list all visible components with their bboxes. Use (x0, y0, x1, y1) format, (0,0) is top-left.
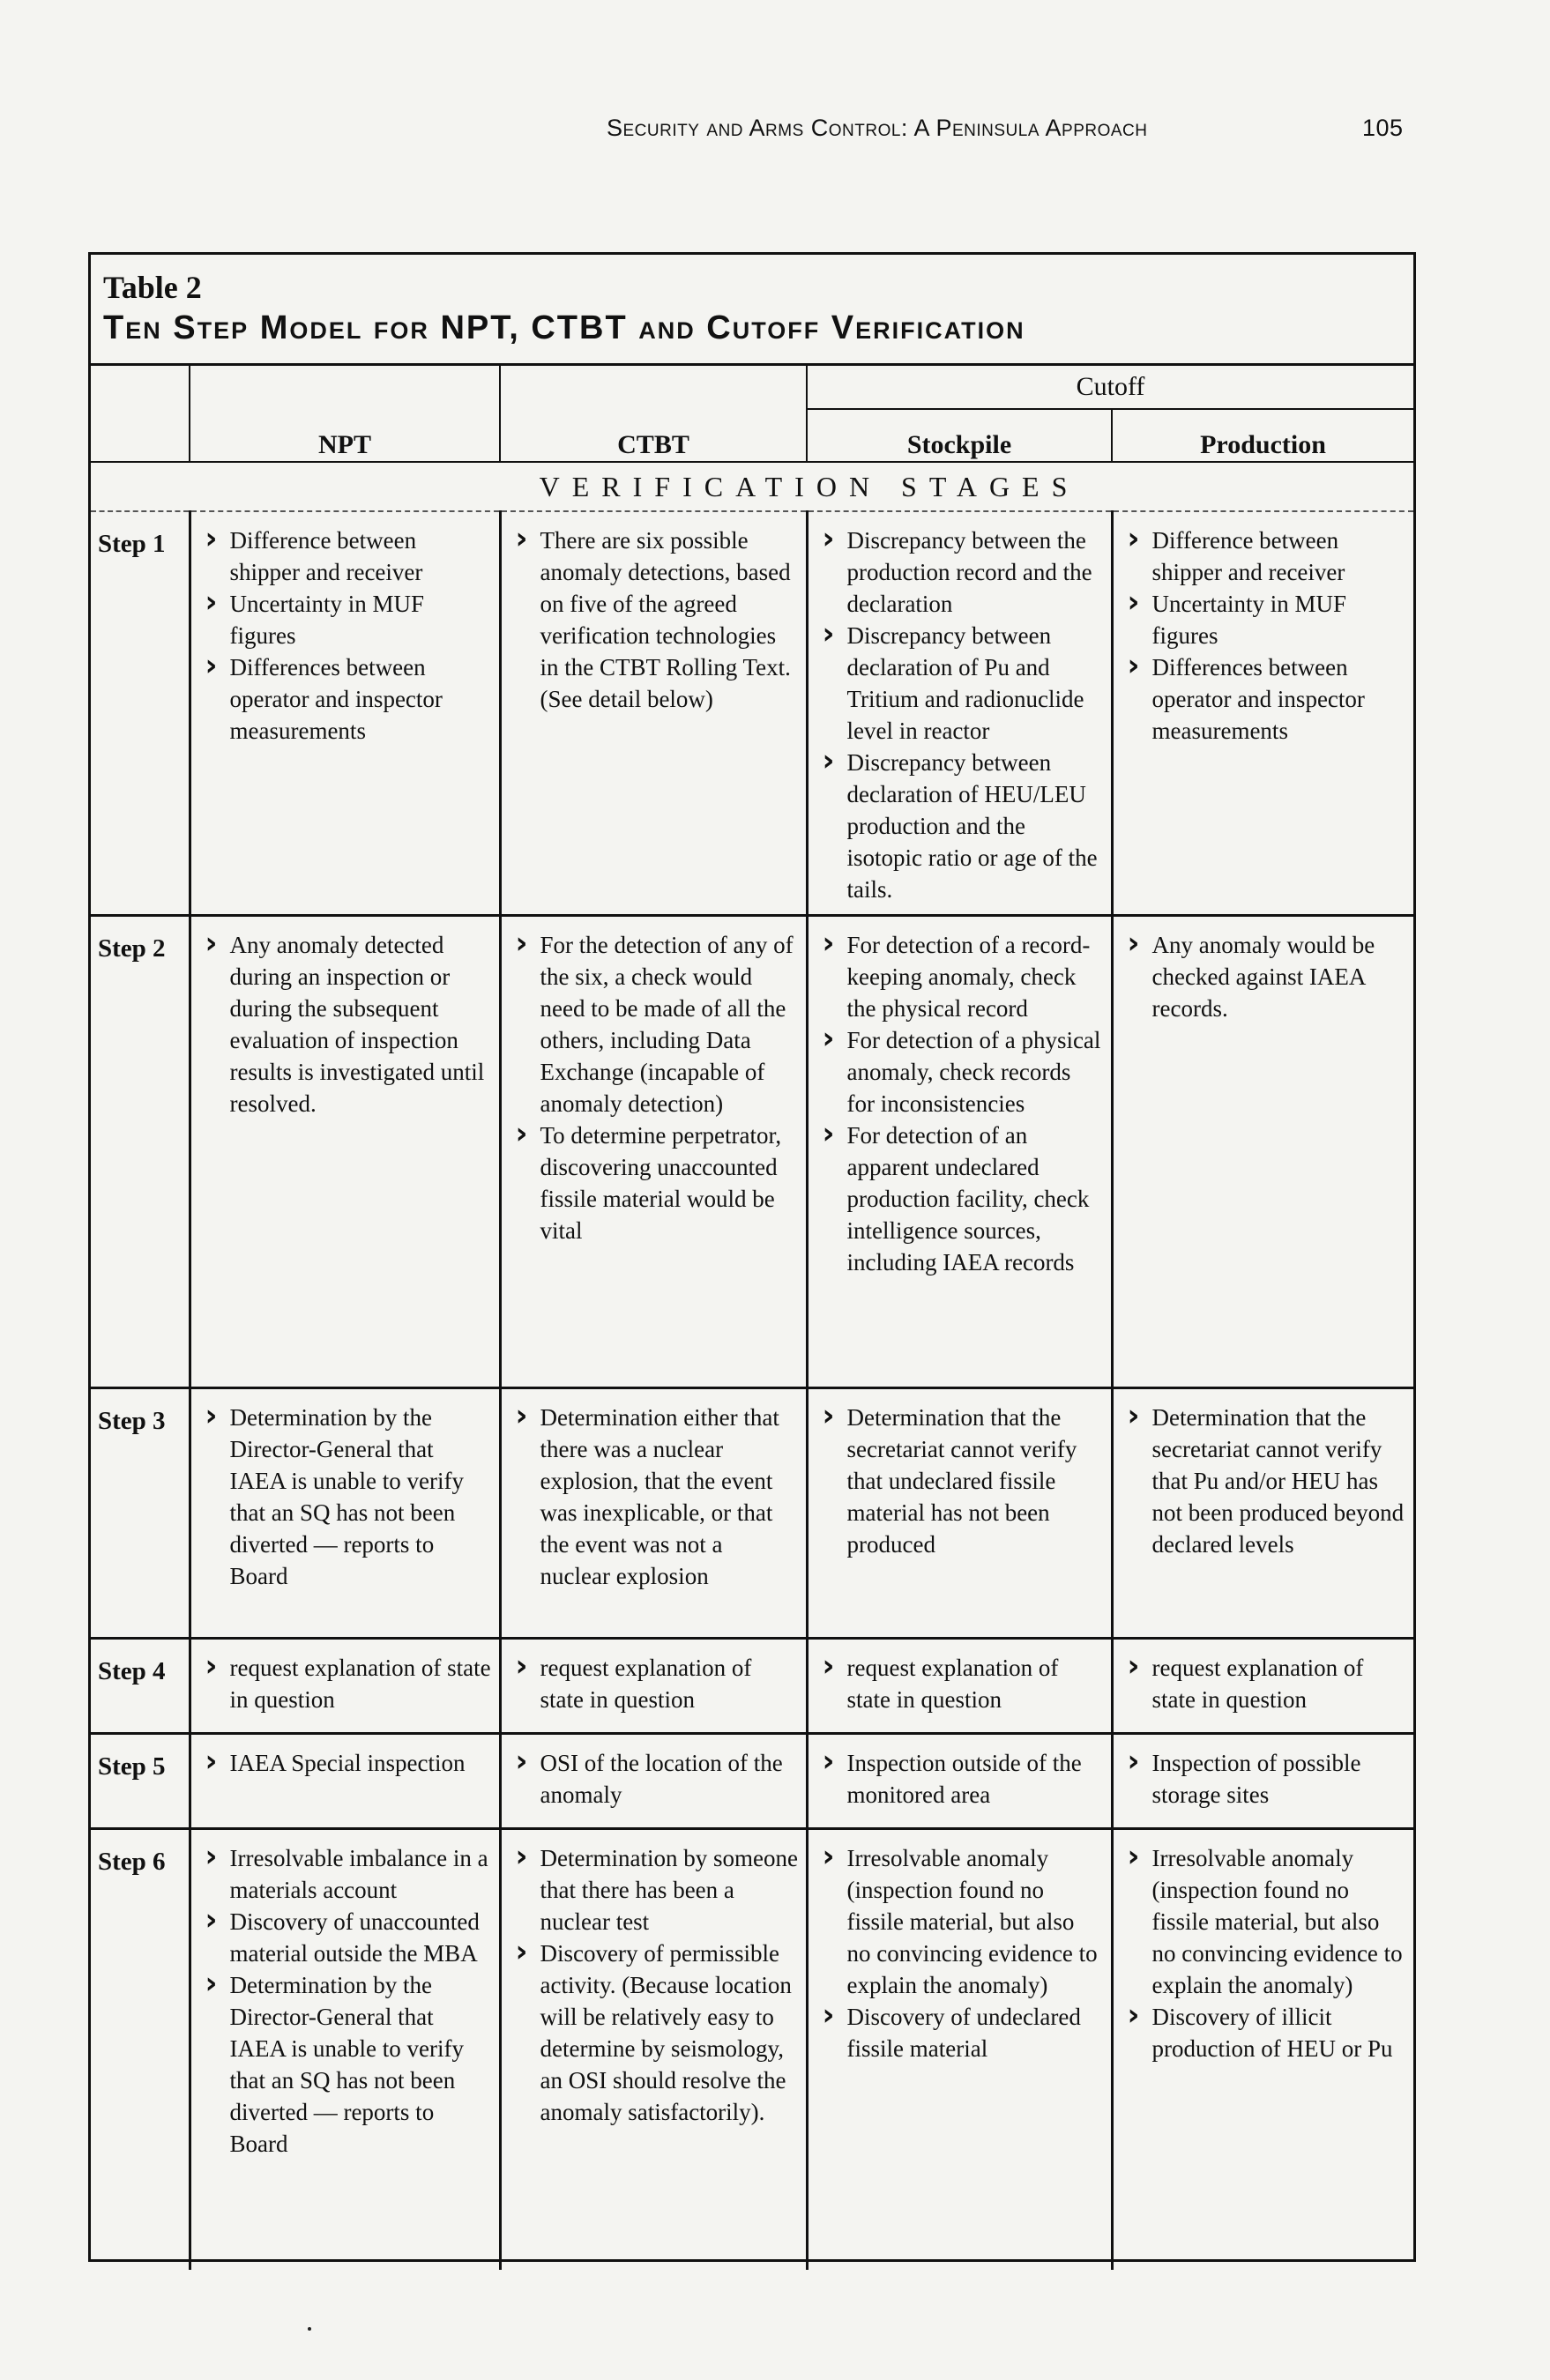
stray-dot (308, 2327, 311, 2331)
step-label: Step 1 (98, 530, 166, 558)
bullet-item: › Discrepancy between the production record and the declaration (817, 524, 1104, 620)
bullet-list (817, 1747, 1104, 1811)
bullet-item: › Discovery of unaccounted material outside the MBA (200, 1906, 492, 1969)
bullet-item: › For detection of a physical anomaly, check records for inconsistencies (817, 1024, 1104, 1119)
bullet-list (1122, 524, 1407, 747)
table-title: Ten Step Model for NPT, CTBT and Cutoff Verification (103, 309, 1025, 346)
bullet-item: › Determination by someone that there has been a nuclear test (510, 1842, 799, 1937)
step-row (91, 916, 1413, 1388)
step-label: Step 2 (98, 934, 166, 963)
bullet-item: › Determination that the secretariat cannot verify that Pu and/or HEU has not been produced beyond declared levels (1122, 1402, 1407, 1560)
running-title: Security and Arms Control: A Peninsula Approach (607, 115, 1148, 141)
bullet-list (200, 1747, 492, 1779)
bullet-item: › Difference between shipper and receiver (1122, 524, 1407, 588)
step-label: Step 6 (98, 1848, 166, 1876)
bullet-item: › For detection of an apparent undeclared production facility, check intelligence sources, including IAEA records (817, 1119, 1104, 1278)
bullet-list (1122, 929, 1407, 1024)
step-label: Step 3 (98, 1407, 166, 1435)
cell-ctbt (500, 916, 807, 1388)
bullet-item: › Discrepancy between declaration of Pu and Tritium and radionuclide level in reactor (817, 620, 1104, 747)
bullet-list (200, 1842, 492, 2160)
verification-table-box (88, 252, 1416, 2262)
step-row (91, 511, 1413, 916)
cutoff-header-row (91, 366, 1413, 409)
column-header-stockpile: Stockpile (807, 409, 1112, 462)
bullet-item: › request explanation of state in question (510, 1652, 799, 1715)
ctbt-header-spacer (500, 366, 807, 409)
bullet-item: › To determine perpetrator, discovering unaccounted fissile material would be vital (510, 1119, 799, 1246)
step-row (91, 1639, 1413, 1734)
cutoff-group-header: Cutoff (807, 366, 1413, 409)
bullet-item: › Any anomaly would be checked against IAEA records. (1122, 929, 1407, 1024)
bullet-item: › Inspection of possible storage sites (1122, 1747, 1407, 1811)
bullet-item: › Difference between shipper and receiver (200, 524, 492, 588)
bullet-item: › Irresolvable anomaly (inspection found no fissile material, but also no convincing evidence to explain the anomaly) (1122, 1842, 1407, 2001)
cell-npt (190, 511, 500, 916)
step-label: Step 5 (98, 1752, 166, 1781)
cell-ctbt (500, 1639, 807, 1734)
bullet-item: › Discovery of undeclared fissile material (817, 2001, 1104, 2064)
cell-production (1112, 511, 1413, 916)
cell-production (1112, 1829, 1413, 2270)
bullet-item: › Irresolvable imbalance in a materials account (200, 1842, 492, 1906)
column-header-production: Production (1112, 409, 1413, 462)
bullet-item: › Discovery of illicit production of HEU or Pu (1122, 2001, 1407, 2064)
bullet-list (510, 1652, 799, 1715)
bullet-item: › Determination that the secretariat cannot verify that undeclared fissile material has not been produced (817, 1402, 1104, 1560)
bullet-item: › Discovery of permissible activity. (Because location will be relatively easy to determine by seismology, an OSI should resolve the anomaly satisfactorily). (510, 1937, 799, 2128)
bullet-item: › IAEA Special inspection (200, 1747, 492, 1779)
bullet-list (817, 1652, 1104, 1715)
ten-step-model-table (91, 366, 1413, 2270)
cell-production (1112, 1388, 1413, 1639)
column-header-row (91, 409, 1413, 462)
step-row (91, 1388, 1413, 1639)
bullet-item: › Determination by the Director-General that IAEA is unable to verify that an SQ has not been diverted — reports to Board (200, 1969, 492, 2160)
bullet-list (200, 929, 492, 1119)
bullet-item: › Determination by the Director-General that IAEA is unable to verify that an SQ has not been diverted — reports to Board (200, 1402, 492, 1592)
bullet-list (510, 524, 799, 715)
bullet-item: › Any anomaly detected during an inspection or during the subsequent evaluation of inspection results is investigated until resolved. (200, 929, 492, 1119)
bullet-list (510, 929, 799, 1246)
cell-stockpile (807, 1829, 1112, 2270)
bullet-list (510, 1747, 799, 1811)
step-row (91, 1734, 1413, 1829)
bullet-item: › For detection of a record-keeping anomaly, check the physical record (817, 929, 1104, 1024)
bullet-item: › Differences between operator and inspector measurements (200, 651, 492, 747)
bullet-list (1122, 1652, 1407, 1715)
bullet-item: › Uncertainty in MUF figures (200, 588, 492, 651)
bullet-list (200, 524, 492, 747)
bullet-item: › request explanation of state in question (1122, 1652, 1407, 1715)
cell-stockpile (807, 1388, 1112, 1639)
bullet-item: › Determination either that there was a nuclear explosion, that the event was inexplicable, or that the event was not a nuclear explosion (510, 1402, 799, 1592)
cell-ctbt (500, 511, 807, 916)
npt-header-spacer (190, 366, 500, 409)
verification-stages-label: VERIFICATION STAGES (91, 462, 1413, 511)
bullet-list (1122, 1842, 1407, 2064)
cell-npt (190, 916, 500, 1388)
column-header-ctbt: CTBT (500, 409, 807, 462)
bullet-list (1122, 1747, 1407, 1811)
bullet-list (200, 1652, 492, 1715)
cell-npt (190, 1639, 500, 1734)
bullet-item: › Discrepancy between declaration of HEU/LEU production and the isotopic ratio or age of the tails. (817, 747, 1104, 905)
bullet-list (817, 1402, 1104, 1560)
cell-ctbt (500, 1734, 807, 1829)
bullet-item: › Differences between operator and inspector measurements (1122, 651, 1407, 747)
step-row (91, 1829, 1413, 2270)
corner-cell (91, 366, 190, 409)
bullet-list (510, 1842, 799, 2128)
bullet-list (817, 929, 1104, 1278)
bullet-list (817, 524, 1104, 905)
bullet-item: › OSI of the location of the anomaly (510, 1747, 799, 1811)
cell-npt (190, 1829, 500, 2270)
column-header-npt: NPT (190, 409, 500, 462)
corner-cell-2 (91, 409, 190, 462)
table-label: Table 2 (103, 270, 202, 305)
cell-ctbt (500, 1388, 807, 1639)
cell-stockpile (807, 1734, 1112, 1829)
bullet-item: › request explanation of state in question (200, 1652, 492, 1715)
bullet-list (510, 1402, 799, 1592)
page-number: 105 (1362, 115, 1404, 141)
cell-production (1112, 1639, 1413, 1734)
cell-stockpile (807, 511, 1112, 916)
cell-production (1112, 1734, 1413, 1829)
bullet-list (200, 1402, 492, 1592)
bullet-item: › Uncertainty in MUF figures (1122, 588, 1407, 651)
bullet-item: › Irresolvable anomaly (inspection found no fissile material, but also no convincing evidence to explain the anomaly) (817, 1842, 1104, 2001)
table-caption (91, 255, 1413, 366)
cell-stockpile (807, 916, 1112, 1388)
bullet-item: › For the detection of any of the six, a check would need to be made of all the others, including Data Exchange (incapable of anomaly detection) (510, 929, 799, 1119)
cell-npt (190, 1388, 500, 1639)
step-label: Step 4 (98, 1657, 166, 1685)
bullet-list (817, 1842, 1104, 2064)
bullet-item: › Inspection outside of the monitored area (817, 1747, 1104, 1811)
steps-body (91, 511, 1413, 2270)
bullet-item: › There are six possible anomaly detections, based on five of the agreed verification technologies in the CTBT Rolling Text. (See detail below) (510, 524, 799, 715)
bullet-list (1122, 1402, 1407, 1560)
cell-stockpile (807, 1639, 1112, 1734)
verification-stages-row (91, 462, 1413, 511)
bullet-item: › request explanation of state in question (817, 1652, 1104, 1715)
cell-production (1112, 916, 1413, 1388)
cell-ctbt (500, 1829, 807, 2270)
cell-npt (190, 1734, 500, 1829)
